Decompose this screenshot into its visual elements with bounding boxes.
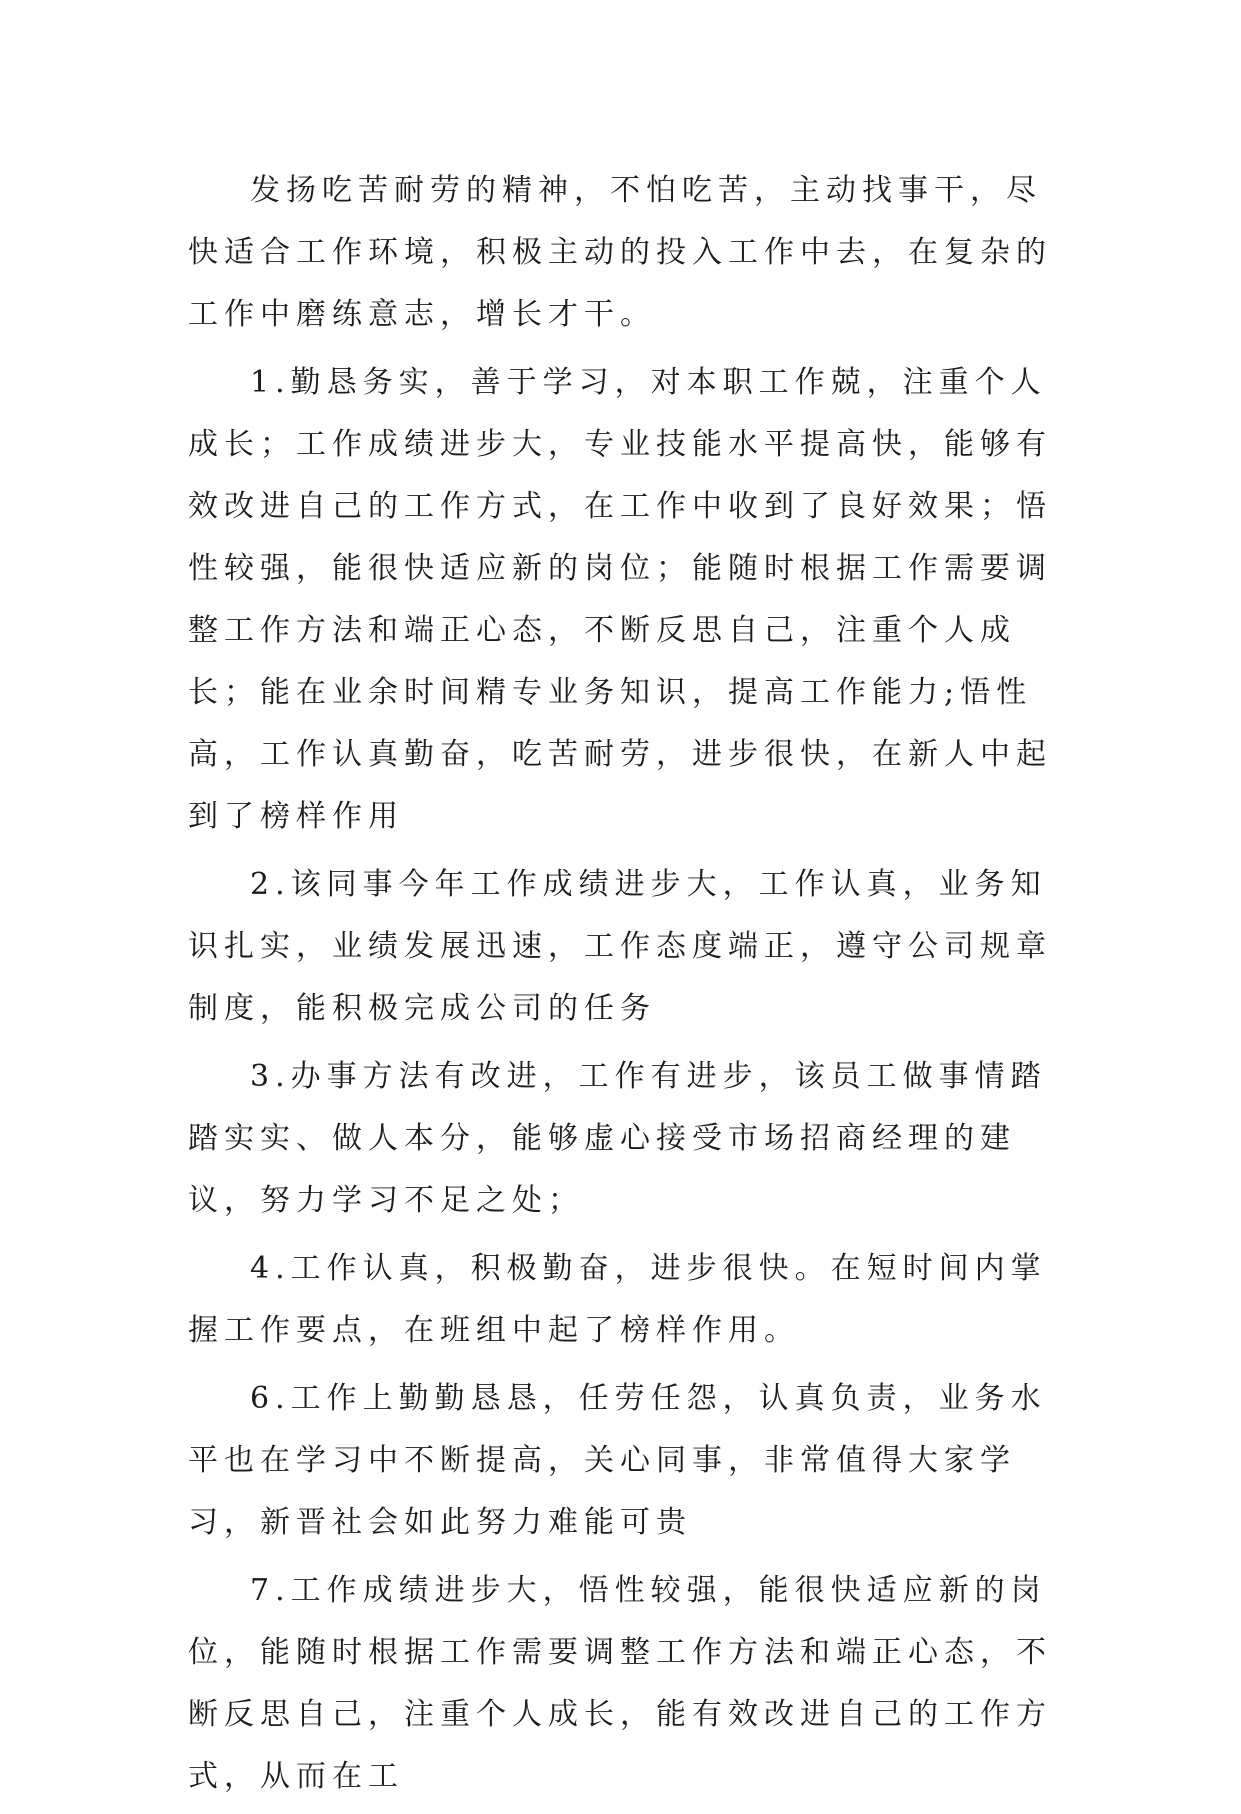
paragraph-line: 态，不断反思自己，注重个人成长；能在业余时间精专业务 (188, 613, 1016, 710)
paragraph-item-2 (188, 854, 1054, 1040)
paragraph-line: 4.工作认真，积极勤奋，进步很快。在短时间内掌握工 (188, 1251, 1047, 1348)
paragraph-item-6 (188, 1368, 1054, 1554)
paragraph-line: 实，业绩发展迅速，工作态度端正，遵守公司规章制度，能 (188, 929, 1052, 1026)
paragraph-line: 积极完成公司的任务 (332, 991, 656, 1026)
paragraph-item-1 (188, 352, 1054, 848)
paragraph-line: 7.工作成绩进步大，悟性较强，能很快适应新的岗位， (188, 1573, 1047, 1670)
paragraph-line: 会如此努力难能可贵 (368, 1505, 692, 1540)
paragraph-line: 进步很快，在新人中起到了榜样作用 (188, 737, 1052, 834)
paragraph-line: 2.该同事今年工作成绩进步大，工作认真，业务知识扎 (188, 867, 1047, 964)
paragraph-item-4 (188, 1238, 1054, 1362)
paragraph-line: 1.勤恳务实，善于学习，对本职工作兢，注重个人成长； (188, 365, 1047, 462)
paragraph-item-7 (188, 1560, 1054, 1808)
paragraph-line: 能随时根据工作需要调整工作方法和端正心态，不断反思自 (188, 1635, 1052, 1732)
paragraph-line: 习不足之处； (368, 1183, 584, 1218)
paragraph-intro (188, 160, 1054, 346)
paragraph-line: 练意志，增长才干。 (332, 297, 656, 332)
paragraph-line: 发扬吃苦耐劳的精神，不怕吃苦，主动找事干，尽快适 (188, 173, 1042, 270)
paragraph-line: 知识，提高工作能力;悟性高，工作认真勤奋，吃苦耐劳， (188, 675, 1033, 772)
paragraph-line: 6.工作上勤勤恳恳，任劳任怨，认真负责，业务水平也 (188, 1381, 1047, 1478)
paragraph-item-3 (188, 1046, 1054, 1232)
paragraph-line: 实、做人本分，能够虚心接受市场招商经理的建议，努力学 (188, 1121, 1016, 1218)
paragraph-line: 3.办事方法有改进，工作有进步，该员工做事情踏踏实 (188, 1059, 1047, 1156)
paragraph-line: 作要点，在班组中起了榜样作用。 (260, 1313, 800, 1348)
paragraph-line: 的工作方式，在工作中收到了良好效果；悟性较强，能很快 (188, 489, 1052, 586)
paragraph-line: 工作成绩进步大，专业技能水平提高快，能够有效改进自己 (188, 427, 1052, 524)
paragraph-line: 合工作环境，积极主动的投入工作中去，在复杂的工作中磨 (188, 235, 1052, 332)
document-body (188, 160, 1054, 1814)
paragraph-line: 己，注重个人成长，能有效改进自己的工作方式，从而在工 (188, 1697, 1052, 1794)
paragraph-line: 适应新的岗位；能随时根据工作需要调整工作方法和端正心 (188, 551, 1052, 648)
paragraph-line: 在学习中不断提高，关心同事，非常值得大家学习，新晋社 (188, 1443, 1016, 1540)
